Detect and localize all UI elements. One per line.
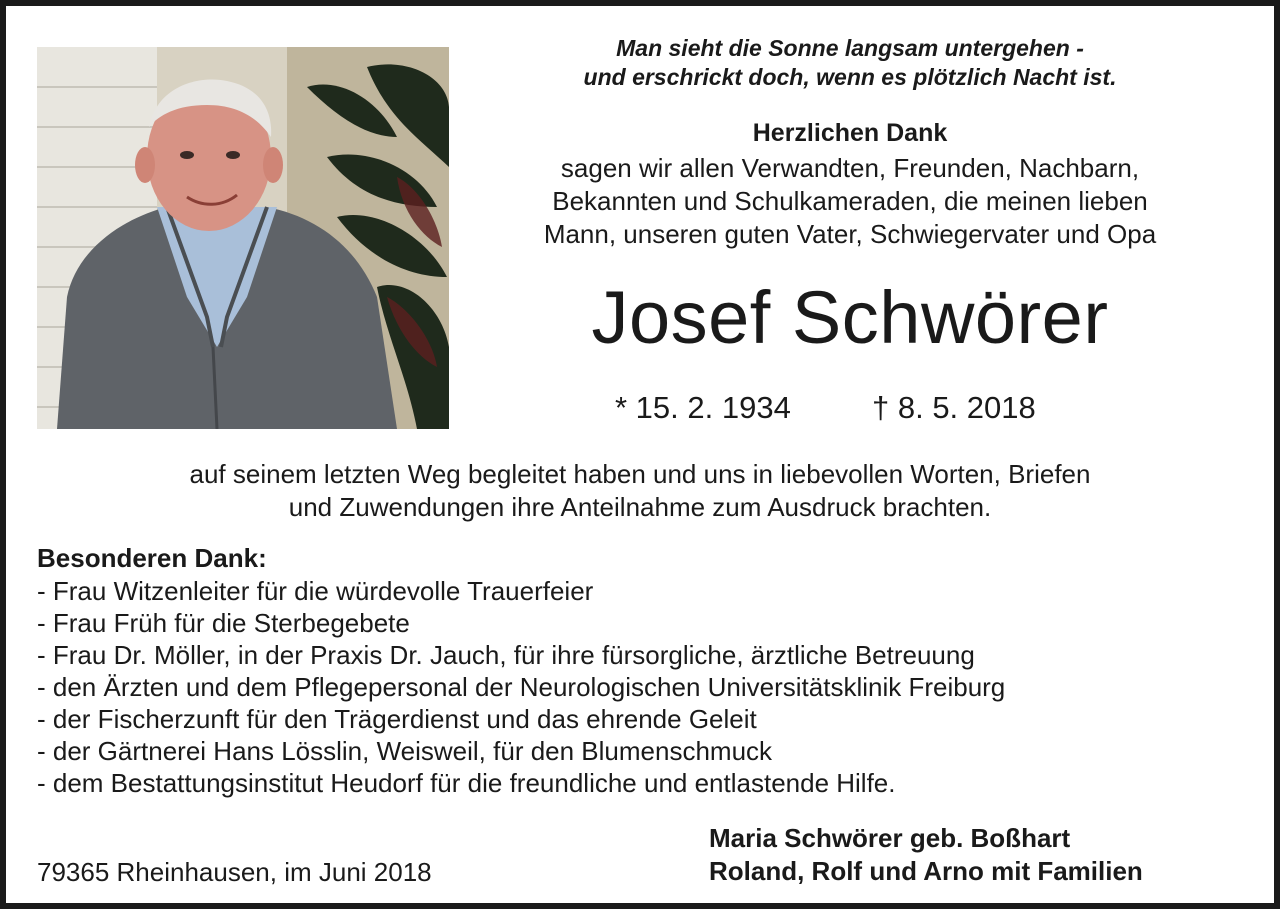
intro-line: Bekannten und Schulkameraden, die meinen lieben	[552, 186, 1148, 216]
list-item: - der Fischerzunft für den Trägerdienst und das ehrende Geleit	[37, 704, 757, 734]
motto-line: und erschrickt doch, wenn es plötzlich Nacht ist.	[583, 64, 1117, 90]
list-item: - Frau Früh für die Sterbegebete	[37, 608, 410, 638]
list-item: - Frau Witzenleiter für die würdevolle Trauerfeier	[37, 576, 594, 606]
heading-herzlichen-dank: Herzlichen Dank	[752, 119, 948, 147]
motto-line: Man sieht die Sonne langsam untergehen -	[616, 35, 1084, 61]
list-item: - dem Bestattungsinstitut Heudorf für die freundliche und entlastende Hilfe.	[37, 768, 896, 798]
thanks-line: auf seinem letzten Weg begleitet haben und uns in liebevollen Worten, Briefen	[189, 459, 1091, 489]
death-date: † 8. 5. 2018	[872, 390, 1036, 425]
portrait-photo	[37, 47, 449, 429]
special-thanks-heading: Besonderen Dank:	[37, 543, 267, 573]
intro-text	[460, 152, 1240, 251]
list-item: - Frau Dr. Möller, in der Praxis Dr. Jauch, für ihre fürsorgliche, ärztliche Betreuung	[37, 640, 975, 670]
life-dates	[600, 388, 1120, 428]
place-and-date: 79365 Rheinhausen, im Juni 2018	[37, 857, 432, 887]
special-thanks-list	[37, 575, 1257, 799]
signers	[709, 822, 1143, 888]
intro-line: Mann, unseren guten Vater, Schwiegervater und Opa	[543, 219, 1157, 249]
list-item: - den Ärzten und dem Pflegepersonal der Neurologischen Universitätsklinik Freiburg	[37, 672, 1006, 702]
deceased-name: Josef Schwörer	[591, 276, 1109, 359]
signer-line: Maria Schwörer geb. Boßhart	[709, 823, 1071, 853]
birth-date: * 15. 2. 1934	[615, 390, 791, 425]
intro-line: sagen wir allen Verwandten, Freunden, Nachbarn,	[560, 153, 1140, 183]
list-item: - der Gärtnerei Hans Lösslin, Weisweil, für den Blumenschmuck	[37, 736, 773, 766]
thanks-line: und Zuwendungen ihre Anteilnahme zum Ausdruck brachten.	[288, 492, 992, 522]
motto-quote	[460, 34, 1240, 92]
signer-line: Roland, Rolf und Arno mit Familien	[709, 856, 1143, 886]
thanks-paragraph	[40, 458, 1240, 524]
